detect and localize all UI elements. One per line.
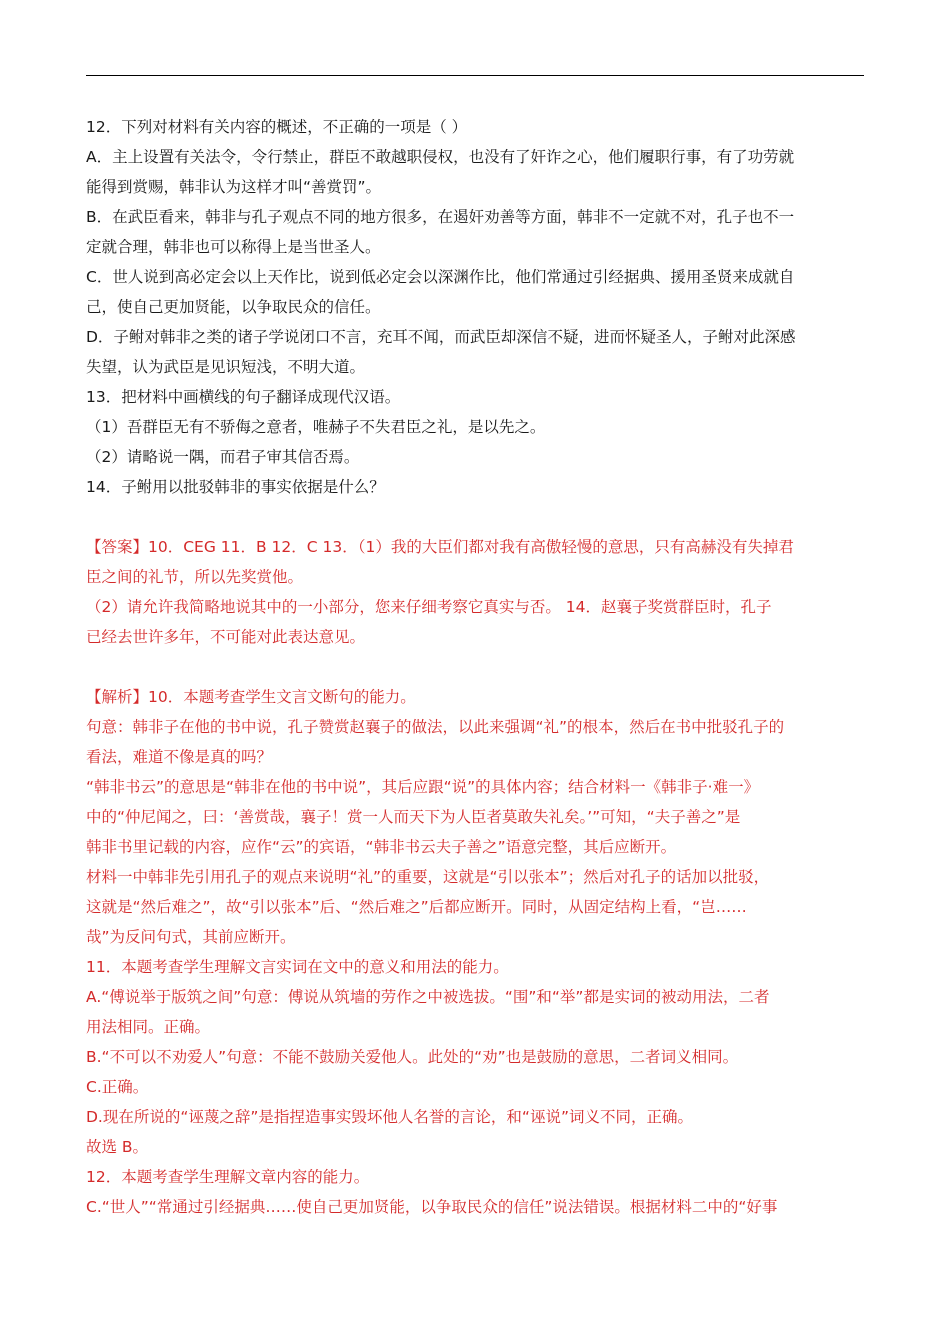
analysis-line: 韩非书里记载的内容，应作“云”的宾语，“韩非书云夫子善之”语意完整，其后应断开。 [86, 838, 677, 856]
answer-line: （2）请允许我简略地说其中的一小部分，您来仔细考察它真实与否。 14．赵襄子奖赏群臣时，孔子 [86, 598, 772, 616]
analysis-line: 看法，难道不像是真的吗？ [86, 748, 273, 766]
analysis-line: C.正确。 [86, 1078, 149, 1096]
analysis-line: “韩非书云”的意思是“韩非在他的书中说”，其后应跟“说”的具体内容；结合材料一《韩非子·难一》 [86, 778, 760, 796]
answer-line: 【答案】10．CEG 11．B 12．C 13．（1）我的大臣们都对我有高傲轻慢的意思，只有高赫没有失掉君 [86, 538, 794, 556]
analysis-line: C.“世人”“常通过引经据典……使自己更加贤能，以争取民众的信任”说法错误。根据材料二中的“好事 [86, 1198, 778, 1216]
question-12-stem: 12．下列对材料有关内容的概述，不正确的一项是（ ） [86, 118, 468, 136]
analysis-line: 中的“仲尼闻之，曰：‘善赏哉，襄子！赏一人而天下为人臣者莫敢失礼矣。’”可知，“夫子善之”是 [86, 808, 741, 826]
analysis-line: 材料一中韩非先引用孔子的观点来说明“礼”的重要，这就是“引以张本”；然后对孔子的话加以批驳， [86, 868, 770, 886]
question-13-part-2: （2）请略说一隅，而君子审其信否焉。 [86, 448, 360, 466]
answer-line: 臣之间的礼节，所以先奖赏他。 [86, 568, 304, 586]
option-b-line-1: B．在武臣看来，韩非与孔子观点不同的地方很多，在遏奸劝善等方面，韩非不一定就不对，孔子也不一 [86, 208, 795, 226]
analysis-line: 这就是“然后难之”，故“引以张本”后、“然后难之”后都应断开。同时，从固定结构上看，“岂…… [86, 898, 747, 916]
answer-line: 已经去世许多年，不可能对此表达意见。 [86, 628, 366, 646]
analysis-line: D.现在所说的“诬蔑之辞”是指捏造事实毁坏他人名誉的言论，和“诬说”词义不同，正确。 [86, 1108, 693, 1126]
analysis-line: 句意：韩非子在他的书中说，孔子赞赏赵襄子的做法，以此来强调“礼”的根本，然后在书中批驳孔子的 [86, 718, 785, 736]
analysis-section [86, 682, 864, 1222]
question-14-stem: 14．子鲋用以批驳韩非的事实依据是什么？ [86, 478, 385, 496]
option-c-line-2: 己，使自己更加贤能，以争取民众的信任。 [86, 298, 381, 316]
option-c-line-1: C．世人说到高必定会以上天作比，说到低必定会以深渊作比，他们常通过引经据典、援用圣贤来成就自 [86, 268, 795, 286]
option-d-line-2: 失望，认为武臣是见识短浅，不明大道。 [86, 358, 366, 376]
spacer [86, 502, 864, 532]
document-body [86, 112, 864, 1222]
option-b-line-2: 定就合理，韩非也可以称得上是当世圣人。 [86, 238, 381, 256]
analysis-line: 【解析】10．本题考查学生文言文断句的能力。 [86, 688, 416, 706]
analysis-line: A.“傅说举于版筑之间”句意：傅说从筑墙的劳作之中被选拔。“围”和“举”都是实词的被动用法，二者 [86, 988, 770, 1006]
analysis-line: 用法相同。正确。 [86, 1018, 211, 1036]
analysis-line: 11．本题考查学生理解文言实词在文中的意义和用法的能力。 [86, 958, 509, 976]
option-a-line-1: A．主上设置有关法令，令行禁止，群臣不敢越职侵权，也没有了奸诈之心，他们履职行事，有了功劳就 [86, 148, 795, 166]
question-13-part-1: （1）吾群臣无有不骄侮之意者，唯赫子不失君臣之礼，是以先之。 [86, 418, 546, 436]
analysis-line: B.“不可以不劝爱人”句意：不能不鼓励关爱他人。此处的“劝”也是鼓励的意思，二者词义相同。 [86, 1048, 739, 1066]
spacer [86, 652, 864, 682]
option-d-line-1: D．子鲋对韩非之类的诸子学说闭口不言，充耳不闻，而武臣却深信不疑，进而怀疑圣人，子鲋对此深感 [86, 328, 796, 346]
header-rule [86, 75, 864, 76]
option-a-line-2: 能得到赏赐，韩非认为这样才叫“善赏罚”。 [86, 178, 382, 196]
analysis-line: 12．本题考查学生理解文章内容的能力。 [86, 1168, 370, 1186]
analysis-line: 哉”为反问句式，其前应断开。 [86, 928, 296, 946]
answer-section [86, 532, 864, 652]
analysis-line: 故选 B。 [86, 1138, 149, 1156]
question-13-stem: 13．把材料中画横线的句子翻译成现代汉语。 [86, 388, 401, 406]
